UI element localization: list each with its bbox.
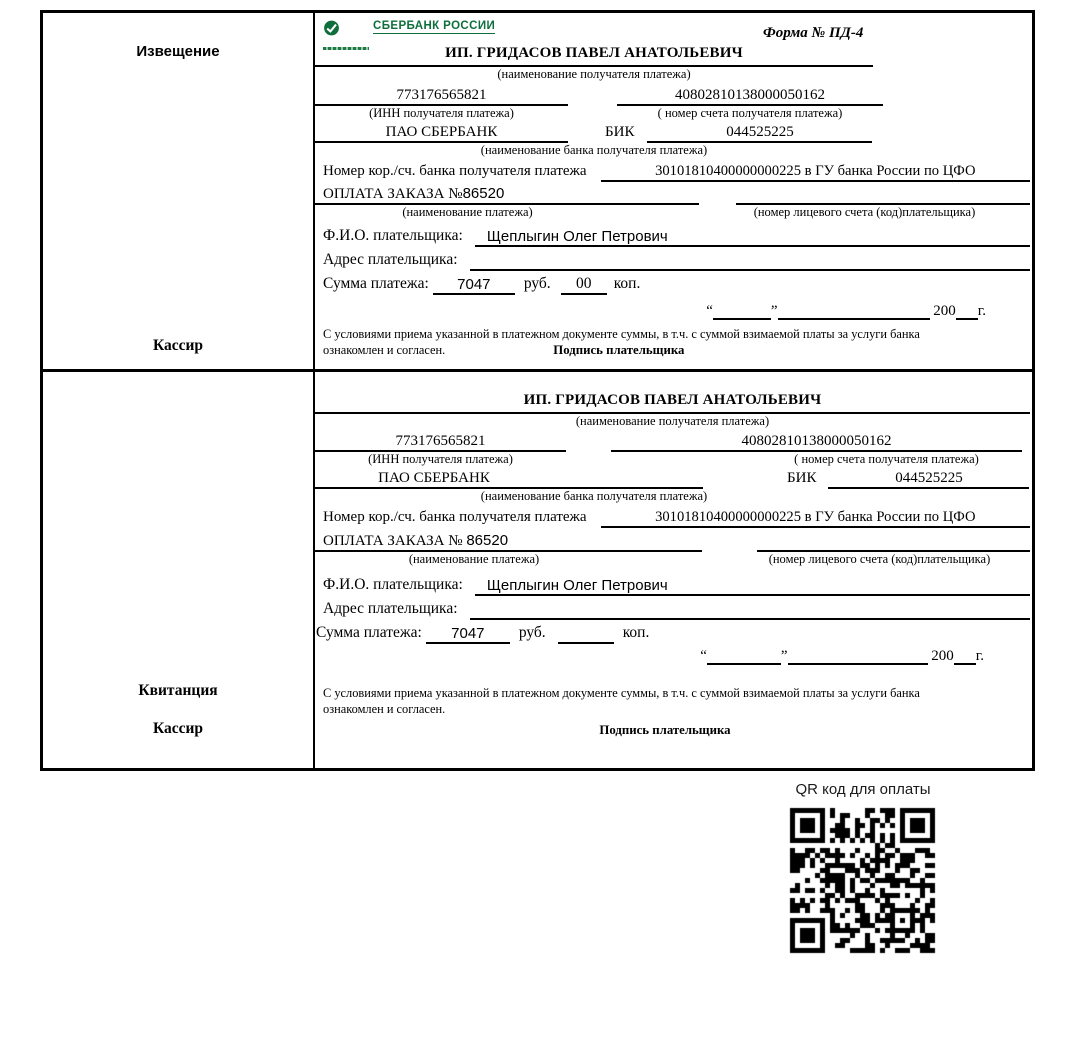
agreement-line2: ознакомлен и согласен. [323,343,446,358]
date-row [315,648,1032,665]
bank-name-value: ПАО СБЕРБАНК [315,470,703,489]
personal-account-caption: (номер лицевого счета (код)плательщика) [753,205,976,219]
payer-address-label: Адрес плательщика: [323,251,458,268]
receipt-title: Квитанция [138,682,218,699]
corr-account-label: Номер кор./сч. банка получателя платежа [323,163,587,179]
payment-sum-row [315,624,1032,644]
payer-address-blank-line [470,602,1030,620]
signature-label: Подпись плательщика [553,343,685,358]
payment-sum-label: Сумма платежа: [316,624,422,641]
order-number: 86520 [462,185,505,202]
account-caption: ( номер счета получателя платежа) [657,106,843,120]
recipient-name: ИП. ГРИДАСОВ ПАВЕЛ АНАТОЛЬЕВИЧ [445,45,743,61]
payment-captions-row [315,205,1032,220]
payment-name-caption: (наименование платежа) [408,552,540,566]
cashier-label: Кассир [152,720,204,737]
date-month-blank [778,304,930,320]
corr-account-row [315,163,1032,182]
account-caption: ( номер счета получателя платежа) [794,452,979,466]
order-number: 86520 [466,532,509,549]
bank-name-caption: (наименование банка получателя платежа) [480,143,708,157]
recipient-name-box [315,392,1030,414]
payer-address-row [315,251,1032,271]
payer-address-blank-line [470,253,1030,271]
date-month-blank [788,649,928,665]
form-number: Форма № ПД-4 [763,25,864,41]
personal-account-caption: (номер лицевого счета (код)плательщика) [768,552,991,566]
personal-account-blank-line [736,187,1030,205]
year-suffix: г. [975,648,984,664]
receipt-section [40,372,1035,771]
agreement-text [315,326,983,359]
quote-open: “ [706,303,713,319]
payment-name-line [315,185,699,205]
corr-account-value: 30101810400000000225 в ГУ банка России по ЦФО [601,163,1030,182]
cashier-label: Кассир [152,337,204,354]
payment-name-line [315,532,702,552]
bank-name-caption: (наименование банка получателя платежа) [480,489,708,503]
bik-label: БИК [787,470,817,486]
notice-header [315,19,1032,45]
inn-account-row [315,87,1032,106]
agreement-line1: С условиями приема указанной в платежном документе суммы, в т.ч. с суммой взимаемой платы за услуги банка [323,327,920,341]
inn-value: 773176565821 [315,87,568,106]
inn-account-row [315,433,1032,452]
account-value: 40802810138000050162 [617,87,883,106]
payment-name-row [315,532,1032,552]
receipt-side-column [43,372,315,768]
payer-address-row [315,600,1032,620]
signature-label: Подпись плательщика [599,723,731,738]
sberbank-logo-text: СБЕРБАНК РОССИИ [373,20,496,32]
payer-fio-label: Ф.И.О. плательщика: [323,576,463,593]
payer-fio-label: Ф.И.О. плательщика: [323,227,463,244]
corr-account-label: Номер кор./сч. банка получателя платежа [323,509,587,525]
bank-name-value: ПАО СБЕРБАНК [315,124,568,143]
year-prefix: 200 [933,303,956,319]
inn-account-captions [315,106,1032,121]
quote-open: “ [700,648,707,664]
notice-main [315,13,1032,369]
payment-name-label: ОПЛАТА ЗАКАЗА № [323,186,463,202]
rub-label: руб. [523,275,551,292]
inn-caption: (ИНН получателя платежа) [368,452,513,466]
year-prefix: 200 [931,648,954,664]
notice-title: Извещение [136,43,220,60]
qr-code [788,806,938,956]
payer-fio-value: Щеплыгин Олег Петрович [475,228,1030,247]
recipient-name-caption: (наименование получателя платежа) [575,414,770,428]
personal-account-blank-line [757,534,1030,552]
bik-label: БИК [605,124,635,140]
quote-close: ” [770,303,778,319]
payer-fio-row [315,576,1032,596]
logo-tagline-bar [323,47,369,50]
agreement-line1: С условиями приема указанной в платежном документе суммы, в т.ч. с суммой взимаемой платы за услуги банка [323,686,920,700]
date-day-blank [707,649,781,665]
bik-value: 044525225 [828,470,1029,489]
payer-address-label: Адрес плательщика: [323,600,458,617]
date-day-blank [713,304,771,320]
payment-form-pd4 [40,10,1035,771]
receipt-main [315,372,1032,768]
quote-close: ” [780,648,788,664]
kop-label: коп. [622,624,650,641]
payer-fio-value: Щеплыгин Олег Петрович [475,577,1030,596]
sberbank-emblem-icon [323,20,369,50]
recipient-name: ИП. ГРИДАСОВ ПАВЕЛ АНАТОЛЬЕВИЧ [523,392,822,408]
payment-name-label: ОПЛАТА ЗАКАЗА № [323,533,463,549]
sum-kop-value: 00 [561,275,607,295]
inn-value: 773176565821 [315,433,566,452]
agreement-line2-row [323,342,983,359]
bank-bik-row [315,470,1032,489]
bik-value: 044525225 [647,124,872,143]
inn-account-captions [315,452,1032,467]
agreement-text [315,685,983,717]
notice-section [40,10,1035,372]
corr-account-row [315,509,1032,528]
year-blank [956,304,978,320]
payment-name-caption: (наименование платежа) [402,205,533,219]
sberbank-logo [323,20,495,50]
inn-caption: (ИНН получателя платежа) [369,106,514,120]
bank-bik-row [315,124,1032,143]
payment-sum-row [315,275,1032,295]
payment-captions-row [315,552,1032,567]
sum-kop-blank [558,626,614,644]
notice-side-column [43,13,315,369]
year-suffix: г. [977,303,986,319]
corr-account-value: 30101810400000000225 в ГУ банка России по ЦФО [601,509,1030,528]
sum-rub-value: 7047 [433,276,515,295]
agreement-line2: ознакомлен и согласен. [323,702,446,717]
qr-payment-block [786,781,940,956]
rub-label: руб. [518,624,546,641]
recipient-name-caption: (наименование получателя платежа) [497,67,691,81]
kop-label: коп. [613,275,641,292]
year-blank [954,649,976,665]
payment-name-row [315,185,1032,205]
payer-fio-row [315,227,1032,247]
payment-sum-label: Сумма платежа: [323,275,429,292]
qr-title: QR код для оплаты [795,781,931,798]
account-value: 40802810138000050162 [611,433,1022,452]
sum-rub-value: 7047 [426,625,510,644]
date-row [315,303,1032,320]
